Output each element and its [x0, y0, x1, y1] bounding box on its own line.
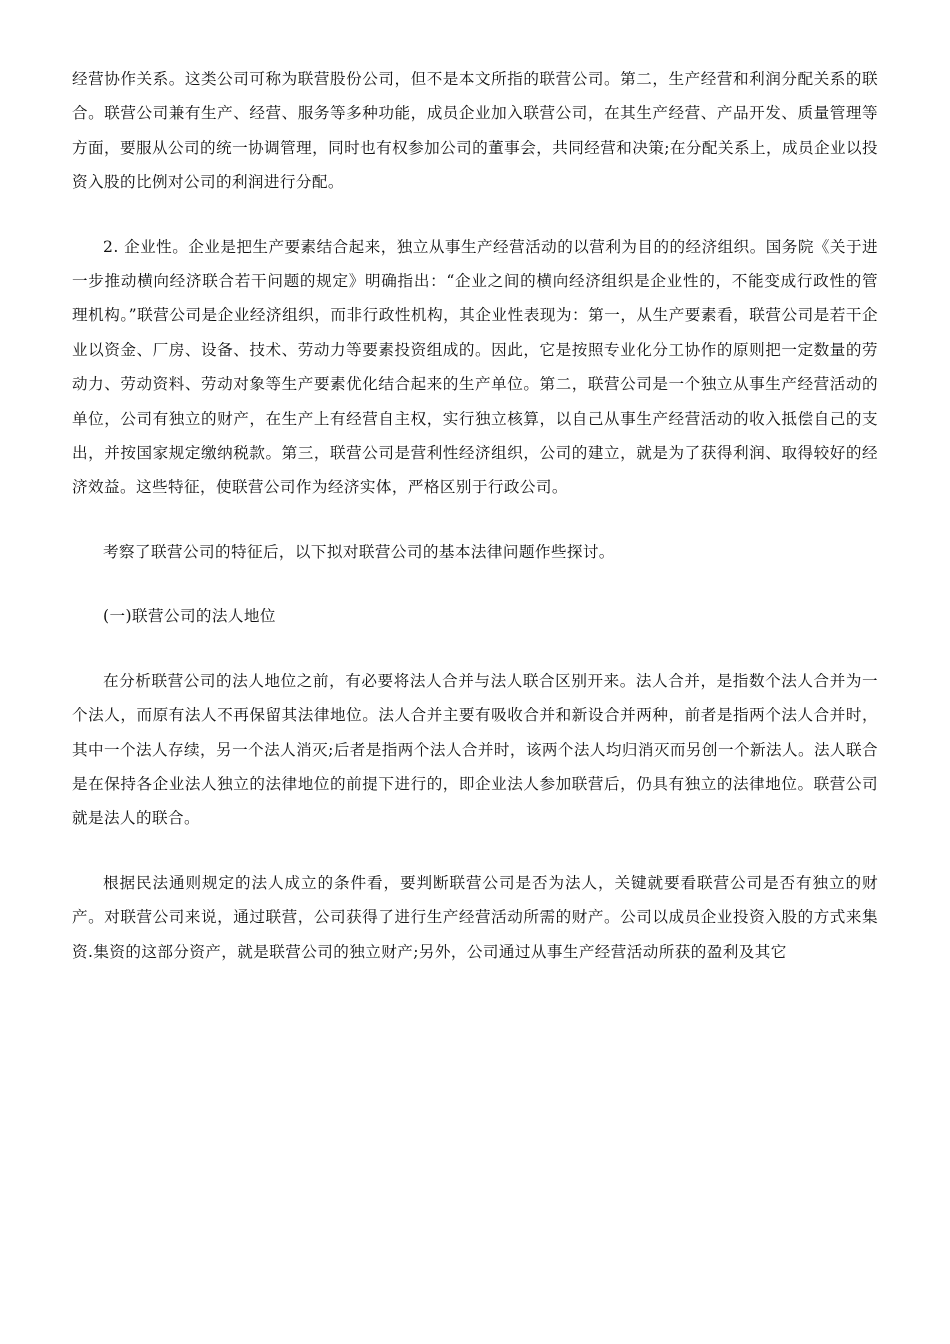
paragraph-enterprise-nature: 2. 企业性。企业是把生产要素结合起来，独立从事生产经营活动的以营利为目的的经济组织。国务院《关于进一步推动横向经济联合若干问题的规定》明确指出：“企业之间的横向经济组织是企业性的，不能变成行政性的管理机构。”联营公司是企业经济组织，而非行政性机构，其企业性表现为：第一，从生产要素看，联营公司是若干企业以资金、厂房、设备、技术、劳动力等要素投资组成的。因此，它是按照专业化分工协作的原则把一定数量的劳动力、劳动资料、劳动对象等生产要素优化结合起来的生产单位。第二，联营公司是一个独立从事生产经营活动的单位，公司有独立的财产，在生产上有经营自主权，实行独立核算，以自己从事生产经营活动的收入抵偿自己的支出，并按国家规定缴纳税款。第三，联营公司是营利性经济组织，公司的建立，就是为了获得利润、取得较好的经济效益。这些特征，使联营公司作为经济实体，严格区别于行政公司。: [72, 237, 878, 497]
paragraph-merger-vs-union: 在分析联营公司的法人地位之前，有必要将法人合并与法人联合区别开来。法人合并，是指数个法人合并为一个法人，而原有法人不再保留其法律地位。法人合并主要有吸收合并和新设合并两种，前者是指两个法人合并时，其中一个法人存续，另一个法人消灭;后者是指两个法人合并时，该两个法人均归消灭而另创一个新法人。法人联合是在保持各企业法人独立的法律地位的前提下进行的，即企业法人参加联营后，仍具有独立的法律地位。联营公司就是法人的联合。: [72, 671, 878, 828]
paragraph-continued: 经营协作关系。这类公司可称为联营股份公司，但不是本文所指的联营公司。第二，生产经营和利润分配关系的联合。联营公司兼有生产、经营、服务等多种功能，成员企业加入联营公司，在其生产经营、产品开发、质量管理等方面，要服从公司的统一协调管理，同时也有权参加公司的董事会，共同经营和决策;在分配关系上，成员企业以投资入股的比例对公司的利润进行分配。: [72, 70, 878, 192]
paragraph-independent-property: 根据民法通则规定的法人成立的条件看，要判断联营公司是否为法人，关键就要看联营公司是否有独立的财产。对联营公司来说，通过联营，公司获得了进行生产经营活动所需的财产。公司以成员企业投资入股的方式来集资.集资的这部分资产，就是联营公司的独立财产;另外，公司通过从事生产经营活动所获的盈利及其它: [72, 873, 878, 961]
section-heading-legal-status: (一)联营公司的法人地位: [103, 607, 276, 626]
paragraph-transition: 考察了联营公司的特征后，以下拟对联营公司的基本法律问题作些探讨。: [103, 542, 615, 561]
